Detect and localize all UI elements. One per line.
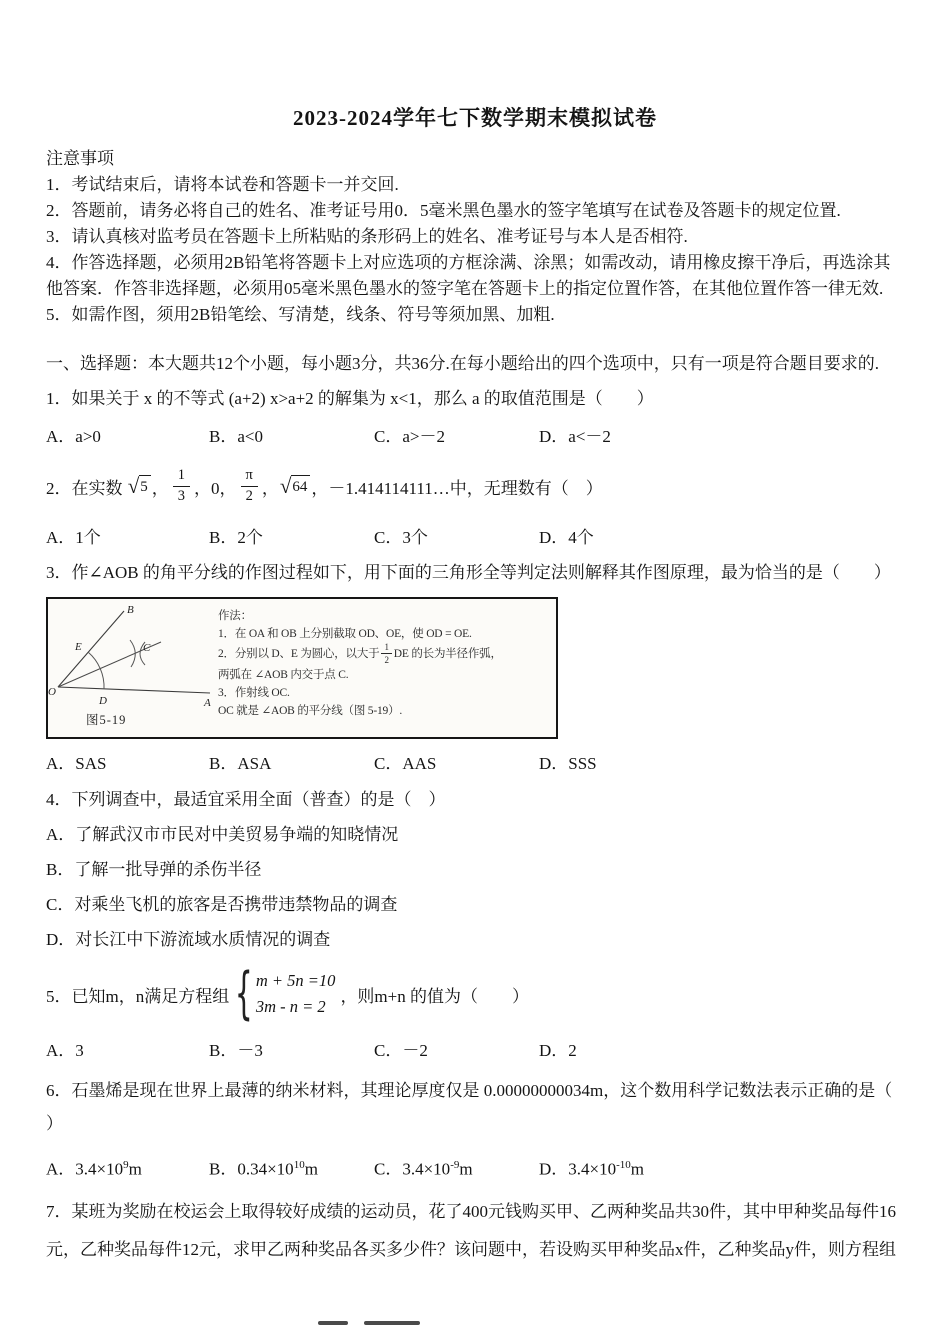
q1-option-b: B．a<0	[209, 427, 263, 446]
step-3: 3．作射线 OC.	[218, 686, 290, 699]
sqrt-5-expression	[128, 475, 151, 497]
question-6-options	[46, 1152, 904, 1183]
q2-separator-2: ，0，	[194, 478, 237, 498]
q4-option-b: B．了解一批导弹的杀伤半径	[46, 860, 262, 879]
q5-option-a: A．3	[46, 1041, 84, 1060]
figure-caption: 图5-19	[86, 713, 127, 727]
q2-option-c: C．3个	[374, 528, 428, 547]
fraction-denominator: 2	[384, 655, 389, 666]
option-base: A．3.4×10	[46, 1159, 124, 1179]
sqrt-64-expression	[280, 475, 311, 497]
question-2-text	[46, 459, 904, 513]
left-brace-icon: {	[235, 961, 253, 1027]
question-1-text: 1．如果关于 x 的不等式 (a+2) x>a+2 的解集为 x<1，那么 a 的取值范围是（ ）	[46, 389, 654, 408]
question-6-text-line-1: 6．石墨烯是现在世界上最薄的纳米材料，其理论厚度仅是 0.00000000034m，这个数用科学记数法表示正确的是（	[46, 1081, 893, 1100]
question-6	[46, 1074, 904, 1183]
equation-2: 3m - n = 2	[255, 996, 326, 1016]
fraction-denominator: 2	[245, 487, 253, 504]
question-3	[46, 560, 904, 777]
construction-steps	[218, 599, 556, 737]
q5-option-b: B．－3	[209, 1041, 263, 1060]
notice-item-2: 2．答题前，请务必将自己的姓名、准考证号用0．5毫米黑色墨水的签字笔填写在试卷及答题卡的规定位置.	[46, 201, 841, 220]
q4-option-a: A．了解武汉市市民对中美贸易争端的知晓情况	[46, 825, 399, 844]
question-3-text: 3．作∠AOB 的角平分线的作图过程如下，用下面的三角形全等判定法则解释其作图原理，最为恰当的是（ ）	[46, 563, 891, 582]
option-exponent: 9	[123, 1159, 129, 1171]
option-exponent: -10	[616, 1159, 631, 1171]
notice-item-3: 3．请认真核对监考员在答题卡上所粘贴的条形码上的姓名、准考证号与本人是否相符.	[46, 227, 688, 246]
option-exponent: 10	[293, 1159, 305, 1171]
option-unit: m	[630, 1159, 645, 1179]
question-4	[46, 787, 904, 953]
fraction-numerator: 1	[173, 468, 190, 487]
q3-option-b: B．ASA	[209, 754, 272, 773]
angle-bisector-drawing	[48, 603, 218, 715]
question-7-text-line-2: 元，乙种奖品每件12元，求甲乙两种奖品各买多少件？该问题中，若设购买甲种奖品x件，乙种奖品y件，则方程组	[46, 1239, 896, 1259]
cutoff-content-fragment	[318, 1321, 420, 1339]
q2-option-a: A．1个	[46, 528, 101, 547]
radicand: 64	[291, 475, 310, 496]
question-5	[46, 962, 904, 1064]
q2-separator-3: ，	[261, 478, 279, 498]
point-label-c: C	[143, 642, 151, 654]
q3-option-d: D．SSS	[539, 754, 597, 773]
question-5-text	[46, 962, 904, 1026]
point-label-o: O	[48, 686, 56, 698]
q1-option-c: C．a>－2	[374, 427, 445, 446]
option-base: B．0.34×10	[209, 1159, 294, 1179]
q4-option-c: C．对乘坐飞机的旅客是否携带违禁物品的调查	[46, 895, 398, 914]
construction-figure	[46, 597, 558, 739]
step-2-line-2: 两弧在 ∠AOB 内交于点 C.	[218, 668, 349, 681]
q3-option-c: C．AAS	[374, 754, 437, 773]
option-unit: m	[459, 1159, 473, 1179]
point-label-d: D	[99, 695, 107, 707]
q5-option-c: C．－2	[374, 1041, 428, 1060]
page-title: 2023-2024学年七下数学期末模拟试卷	[293, 106, 657, 130]
cutoff-mark	[364, 1321, 420, 1325]
question-2-options	[46, 525, 904, 551]
q5-text-suffix: ，则m+n 的值为（ ）	[340, 986, 529, 1006]
question-7	[46, 1193, 904, 1269]
q1-option-a: A．a>0	[46, 427, 101, 446]
q6-option-d	[539, 1152, 644, 1183]
fraction-numerator: 1	[381, 643, 391, 654]
question-3-options	[46, 751, 904, 777]
question-4-text: 4．下列调查中，最适宜采用全面（普查）的是（ ）	[46, 790, 446, 809]
q2-separator-1: ，	[151, 478, 169, 498]
fraction-pi-over-2	[241, 468, 258, 505]
q2-text-suffix: ，－1.414114111…中，无理数有（ ）	[311, 478, 603, 498]
option-base: C．3.4×10	[374, 1159, 451, 1179]
equation-system	[234, 961, 336, 1027]
notice-item-1: 1．考试结束后，请将本试卷和答题卡一并交回.	[46, 175, 399, 194]
option-exponent: -9	[450, 1159, 460, 1171]
point-label-a: A	[204, 697, 211, 709]
fraction-one-third	[173, 468, 190, 505]
notice-item-5: 5．如需作图，须用2B铅笔绘、写清楚，线条、符号等须加黑、加粗.	[46, 305, 555, 324]
q5-option-d: D．2	[539, 1041, 577, 1060]
question-5-options	[46, 1038, 904, 1064]
q6-option-b	[209, 1152, 374, 1183]
q2-text-prefix: 2．在实数	[46, 478, 127, 498]
notice-item-4: 4．作答选择题，必须用2B铅笔将答题卡上对应选项的方框涂满、涂黑；如需改动，请用橡皮擦干净后，再选涂其他答案．作答非选择题，必须用05毫米黑色墨水的签字笔在答题卡上的指定位置作答，在其他位置作答一律无效.	[46, 253, 891, 298]
option-base: D．3.4×10	[539, 1159, 617, 1179]
q3-option-a: A．SAS	[46, 754, 107, 773]
radical-icon: √	[127, 473, 140, 498]
question-2	[46, 459, 904, 551]
radicand: 5	[139, 475, 151, 496]
section-heading: 一、选择题：本大题共12个小题，每小题3分，共36分.在每小题给出的四个选项中，只有一项是符合题目要求的.	[46, 354, 879, 373]
q1-option-d: D．a<－2	[539, 427, 611, 446]
equation-1: m + 5n =10	[255, 970, 336, 990]
q2-option-d: D．4个	[539, 528, 594, 547]
question-7-text-line-1: 7．某班为奖励在校运会上取得较好成绩的运动员，花了400元钱购买甲、乙两种奖品共30件，其中甲种奖品每件16	[46, 1201, 896, 1221]
steps-conclusion: OC 就是 ∠AOB 的平分线（图 5-19）.	[218, 704, 403, 717]
system-equations	[256, 971, 336, 1017]
construction-diagram	[48, 599, 218, 737]
q2-option-b: B．2个	[209, 528, 263, 547]
q4-option-d: D．对长江中下游流域水质情况的调查	[46, 930, 331, 949]
notice-heading: 注意事项	[46, 149, 114, 168]
option-unit: m	[304, 1159, 318, 1179]
question-1-options	[46, 424, 904, 450]
radical-icon: √	[279, 473, 292, 498]
fraction-denominator: 3	[177, 487, 186, 504]
option-unit: m	[128, 1159, 142, 1179]
fraction-one-half	[381, 643, 391, 666]
step-2-text-b: DE 的长为半径作弧，	[393, 648, 502, 661]
question-6-text-line-2: ）	[46, 1114, 63, 1133]
q6-option-c	[374, 1152, 539, 1183]
cutoff-mark	[318, 1321, 348, 1325]
steps-title: 作法：	[218, 610, 252, 622]
question-1	[46, 386, 904, 450]
q5-text-prefix: 5．已知m，n满足方程组	[46, 986, 230, 1006]
fraction-numerator: π	[241, 468, 258, 487]
step-2-line-1	[218, 643, 550, 666]
point-label-e: E	[75, 641, 82, 653]
step-1: 1．在 OA 和 OB 上分别截取 OD、OE，使 OD = OE.	[218, 628, 472, 640]
step-2-text-a: 2．分别以 D、E 为圆心，以大于	[218, 648, 380, 661]
q6-option-a	[46, 1152, 209, 1183]
point-label-b: B	[127, 604, 134, 616]
